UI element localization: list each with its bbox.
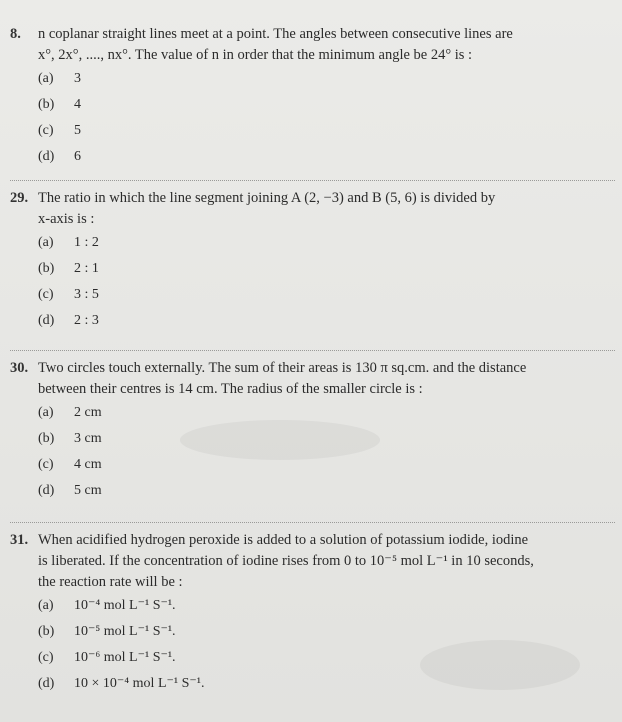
option-text: 4 cm	[74, 457, 102, 472]
question-29	[10, 188, 610, 334]
option-label: (c)	[38, 650, 54, 665]
option-text: 5	[74, 123, 81, 138]
option-text: 1 : 2	[74, 235, 99, 250]
option-c[interactable]	[10, 452, 610, 478]
option-b[interactable]	[10, 256, 610, 282]
option-a[interactable]	[10, 66, 610, 92]
option-label: (a)	[38, 235, 54, 250]
divider	[10, 180, 615, 181]
option-label: (b)	[38, 624, 55, 639]
option-label: (d)	[38, 313, 55, 328]
option-label: (a)	[38, 598, 54, 613]
option-label: (a)	[38, 405, 54, 420]
question-text-line-3: the reaction rate will be :	[38, 574, 183, 590]
option-label: (c)	[38, 287, 54, 302]
option-text: 10⁻⁵ mol L⁻¹ S⁻¹.	[74, 624, 176, 639]
option-text: 2 cm	[74, 405, 102, 420]
question-text-line-1: The ratio in which the line segment joining A (2, −3) and B (5, 6) is divided by	[38, 190, 496, 206]
question-number: 30.	[10, 360, 29, 376]
question-text-line-1: When acidified hydrogen peroxide is added to a solution of potassium iodide, iodine	[38, 532, 529, 548]
option-text: 3 cm	[74, 431, 102, 446]
option-a[interactable]	[10, 230, 610, 256]
option-text: 3 : 5	[74, 287, 99, 302]
option-c[interactable]	[10, 645, 610, 671]
option-label: (c)	[38, 123, 54, 138]
option-d[interactable]	[10, 144, 610, 170]
option-text: 5 cm	[74, 483, 102, 498]
option-b[interactable]	[10, 426, 610, 452]
option-label: (d)	[38, 676, 55, 691]
option-d[interactable]	[10, 308, 610, 334]
question-number: 31.	[10, 532, 29, 548]
option-b[interactable]	[10, 92, 610, 118]
option-a[interactable]	[10, 593, 610, 619]
question-text-line-2: is liberated. If the concentration of iodine rises from 0 to 10⁻⁵ mol L⁻¹ in 10 seconds,	[38, 553, 534, 569]
option-c[interactable]	[10, 282, 610, 308]
option-text: 10⁻⁶ mol L⁻¹ S⁻¹.	[74, 650, 176, 665]
option-text: 6	[74, 149, 81, 164]
question-text-line-2: x-axis is :	[38, 211, 95, 227]
option-d[interactable]	[10, 671, 610, 697]
option-label: (a)	[38, 71, 54, 86]
option-label: (d)	[38, 149, 55, 164]
divider	[10, 350, 615, 351]
option-a[interactable]	[10, 400, 610, 426]
question-number: 8.	[10, 26, 21, 42]
question-8	[10, 24, 610, 170]
divider	[10, 522, 615, 523]
question-text-line-1: n coplanar straight lines meet at a point. The angles between consecutive lines are	[38, 26, 513, 42]
option-text: 2 : 3	[74, 313, 99, 328]
option-label: (b)	[38, 97, 55, 112]
option-label: (b)	[38, 261, 55, 276]
option-text: 3	[74, 71, 81, 86]
option-label: (d)	[38, 483, 55, 498]
option-label: (c)	[38, 457, 54, 472]
option-text: 10 × 10⁻⁴ mol L⁻¹ S⁻¹.	[74, 676, 205, 691]
option-text: 2 : 1	[74, 261, 99, 276]
question-text-line-1: Two circles touch externally. The sum of their areas is 130 π sq.cm. and the distance	[38, 360, 527, 376]
question-30	[10, 358, 610, 504]
option-text: 10⁻⁴ mol L⁻¹ S⁻¹.	[74, 598, 176, 613]
question-text-line-2: between their centres is 14 cm. The radius of the smaller circle is :	[38, 381, 423, 397]
option-label: (b)	[38, 431, 55, 446]
question-31	[10, 530, 610, 697]
option-text: 4	[74, 97, 81, 112]
question-text-line-2: x°, 2x°, ...., nx°. The value of n in order that the minimum angle be 24° is :	[38, 47, 473, 63]
question-number: 29.	[10, 190, 29, 206]
option-b[interactable]	[10, 619, 610, 645]
option-c[interactable]	[10, 118, 610, 144]
option-d[interactable]	[10, 478, 610, 504]
